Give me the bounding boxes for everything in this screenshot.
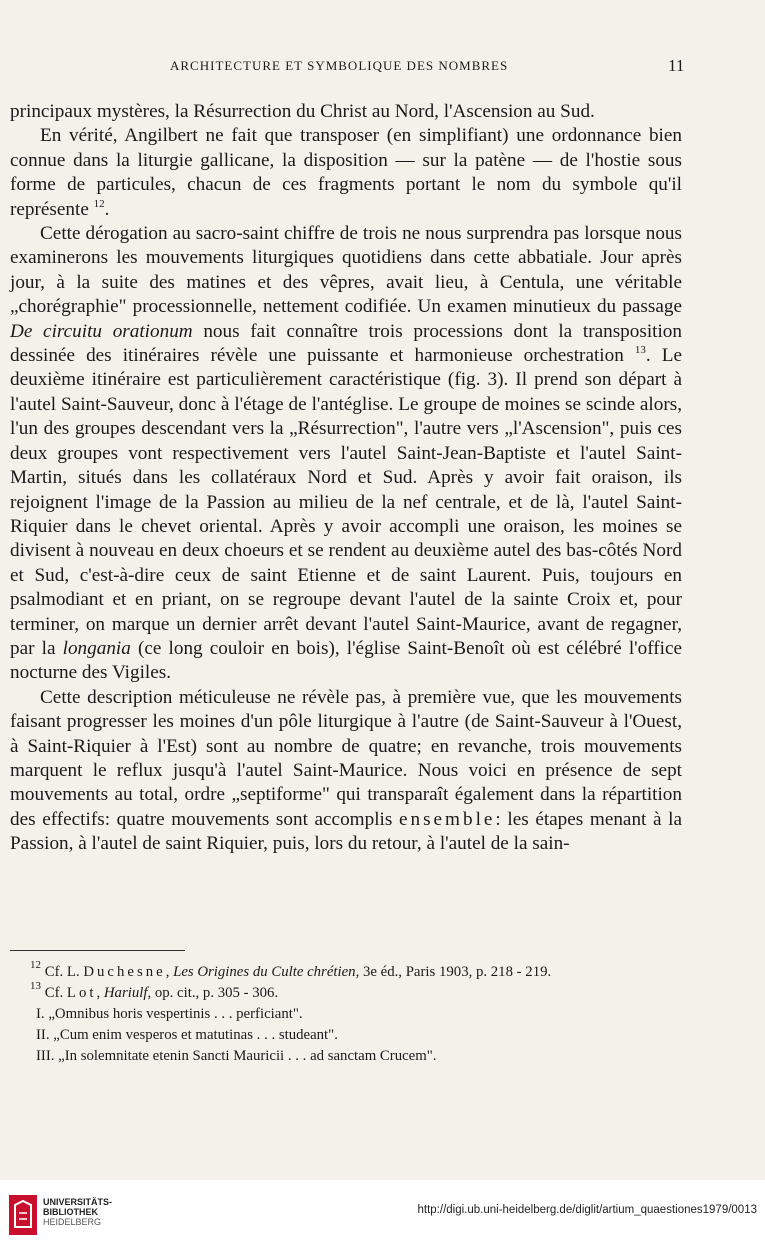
footnote-13-item-1: I. „Omnibus horis vespertinis . . . perficiant".: [36, 1006, 303, 1022]
footnote-13: $^{13}$ Cf. Lot, Hariulf, op. cit., p. 305 - 306.: [30, 980, 279, 1001]
heidelberg-library-logo-icon: [9, 1195, 37, 1235]
footnote-rule: [10, 950, 185, 951]
library-name: UNIVERSITÄTS- BIBLIOTHEK HEIDELBERG: [43, 1197, 113, 1227]
footnotes: [10, 959, 682, 1067]
italic-term: longania: [62, 637, 131, 659]
paragraph-1: principaux mystères, la Résurrection du Christ au Nord, l'Ascension au Sud.: [10, 101, 595, 122]
paragraph-4: Cette description méticuleuse ne révèle pas, à première vue, que les mouvements faisant progresser les moines d'un pôle liturgique à l'autre (de Saint-Sauveur à l'Ouest, à Saint-Riquier à l'Est) sont au nombre de quatre; en revanche, trois mouvements marquent le reflux jusqu'à l'autel Saint-Maurice. Nous voici en présence de sept mouvements au total, ordre „septiforme" qui transparaît également dans la répartition des effectifs: quatre mouvements sont accomplis ensemble: les étapes menant à la Passion, à l'autel de saint Riquier, puis, lors du retour, à l'autel de la sain-: [10, 686, 682, 855]
paragraph-2: En vérité, Angilbert ne fait que transposer (en simplifiant) une ordonnance bien connue dans la liturgie gallicane, la disposition — sur la patène — de l'hostie sous forme de particules, chacun de ces fragments portant le nom du symbole qu'il représente $^{12}$.: [10, 125, 682, 220]
page-number: 11: [668, 56, 685, 75]
footnote-13-item-3: III. „In solemnitate etenin Sancti Mauricii . . . ad sanctam Crucem".: [36, 1048, 437, 1064]
running-header: [0, 56, 765, 78]
main-text: [10, 100, 682, 857]
footnote-ref-13: 13: [634, 344, 646, 357]
paragraph-3: Cette dérogation au sacro-saint chiffre de trois ne nous surprendra pas lorsque nous examinerons les mouvements liturgiques quotidiens dans cette abbatiale. Jour après jour, à la suite des matines et des vêpres, avait lieu, à Centula, une véritable „chorégraphie" processionnelle, nettement codifiée. Un examen minutieux du passage De circuitu orationum nous fait connaître trois processions dont la transposition dessinée des itinéraires révèle une puissante et harmonieuse orchestration $^{13}$. Le deuxième itinéraire est particulièrement caractéristique (fig. 3). Il prend son départ à l'autel Saint-Sauveur, donc à l'étage de l'antéglise. Le groupe de moines se scinde alors, l'un des groupes descendant vers la „Résurrection", l'autre vers „l'Ascension", puis ces deux groupes vont respectivement vers l'autel Saint-Jean-Baptiste et l'autel Saint-Martin, situés dans les collatéraux Nord et Sud. Après y avoir fait oraison, ils rejoignent l'image de la Passion au milieu de la nef centrale, et de là, l'autel Saint-Riquier dans le chevet oriental. Après y avoir accompli une oraison, les moines se divisent à nouveau en deux choeurs et se rendent au deuxième autel des bas-côtés Nord et Sud, c'est-à-dire ceux de saint Etienne et de saint Laurent. Puis, toujours en psalmodiant et en priant, on se regroupe devant l'autel de la sainte Croix et, pour terminer, on marque un dernier arrêt devant l'autel Saint-Maurice, avant de regagner, par la longania (ce long couloir en bois), l'église Saint-Benoît où est célébré l'office nocturne des Vigiles.: [10, 223, 682, 684]
footer-bar: [0, 1180, 765, 1245]
footnote-12: $^{12}$ Cf. L. Duchesne, Les Origines du Culte chrétien, 3e éd., Paris 1903, p. 218 - 219.: [30, 959, 552, 980]
permalink-url[interactable]: http://digi.ub.uni-heidelberg.de/diglit/artium_quaestiones1979/0013: [417, 1204, 757, 1216]
spaced-word: ensemble: [398, 808, 496, 830]
footnote-13-item-2: II. „Cum enim vesperos et matutinas . . . studeant".: [36, 1027, 338, 1043]
running-title: ARCHITECTURE ET SYMBOLIQUE DES NOMBRES: [170, 58, 509, 73]
footnote-ref-12: 12: [93, 197, 105, 210]
italic-title: De circuitu orationum: [10, 320, 193, 342]
